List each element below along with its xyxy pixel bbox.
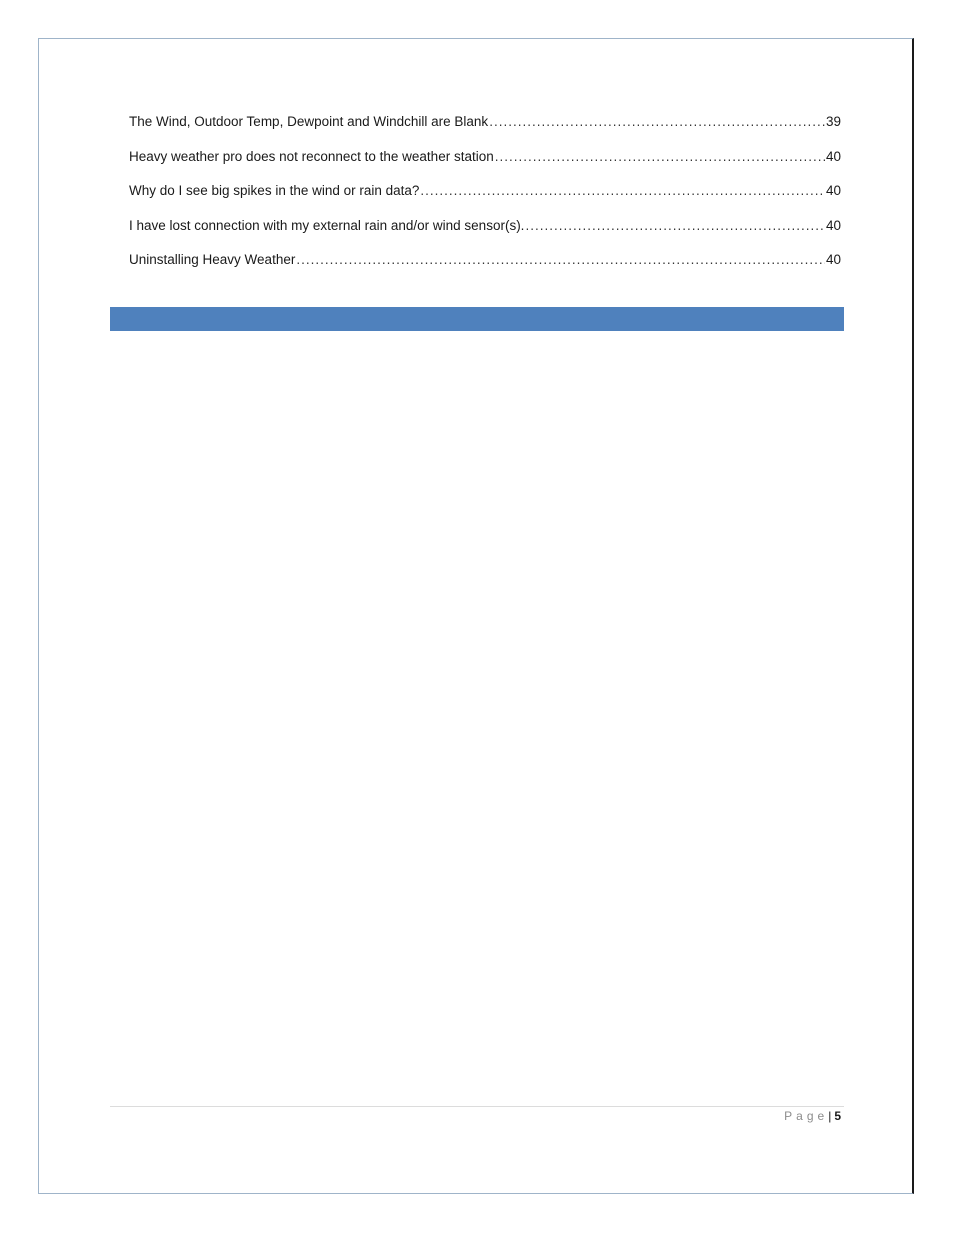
- toc-entry[interactable]: [129, 112, 841, 147]
- toc-entry[interactable]: [129, 216, 841, 251]
- toc-entry-title: Heavy weather pro does not reconnect to the weather station: [129, 148, 494, 164]
- toc-dot-leader: [420, 181, 825, 201]
- toc-dot-leader: [489, 112, 825, 132]
- toc-entry-title: I have lost connection with my external rain and/or wind sensor(s).: [129, 217, 525, 233]
- toc-entry-title: The Wind, Outdoor Temp, Dewpoint and Windchill are Blank: [129, 114, 489, 129]
- page-footer: [784, 1108, 841, 1124]
- toc-entry-page: 39: [825, 114, 841, 129]
- toc-dot-leader: [525, 216, 825, 236]
- footer-separator: |: [828, 1109, 832, 1123]
- toc-entry-page: 40: [825, 148, 841, 164]
- footer-page-label: Page: [784, 1109, 829, 1123]
- toc-entry[interactable]: [129, 250, 841, 285]
- toc-entry-title: Uninstalling Heavy Weather: [129, 252, 296, 267]
- section-heading-band: [110, 307, 844, 331]
- toc-dot-leader: [495, 147, 825, 167]
- toc-entry-title: Why do I see big spikes in the wind or rain data?: [129, 183, 420, 198]
- toc-entry-page: 40: [825, 217, 841, 233]
- toc-entry-page: 40: [825, 183, 841, 198]
- footer-page-number: 5: [834, 1109, 841, 1123]
- toc-entry-page: 40: [825, 252, 841, 267]
- toc-entry[interactable]: [129, 147, 841, 182]
- toc-entry[interactable]: [129, 181, 841, 216]
- footer-divider: [110, 1106, 844, 1107]
- toc-dot-leader: [296, 250, 825, 270]
- table-of-contents: [129, 112, 841, 285]
